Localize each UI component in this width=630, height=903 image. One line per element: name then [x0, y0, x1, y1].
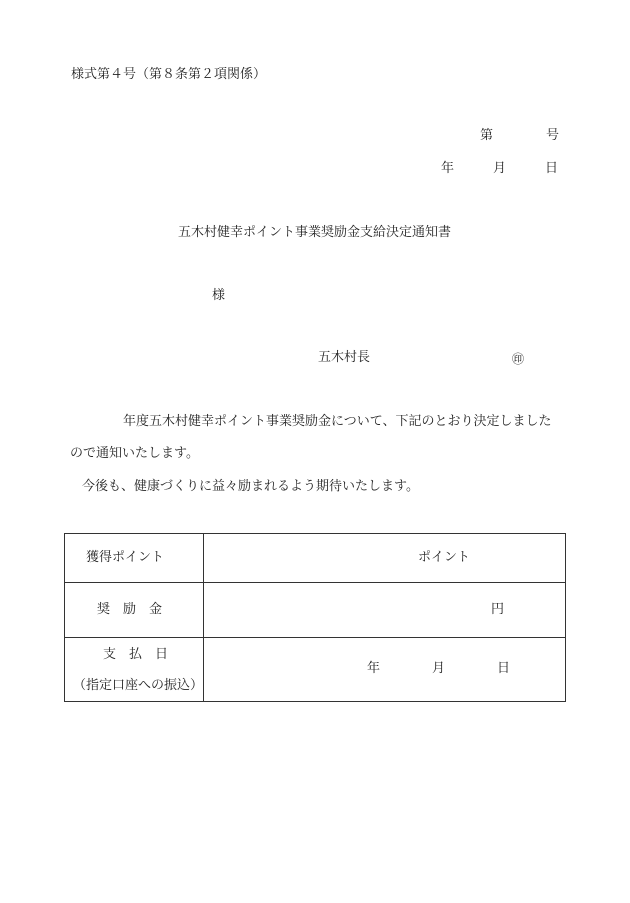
doc-number-suffix: 号: [546, 128, 560, 143]
points-label: 獲得ポイント: [86, 550, 165, 565]
form-number: 様式第４号（第８条第２項関係）: [71, 67, 267, 82]
info-table: [64, 533, 566, 702]
payment-month-label: 月: [432, 661, 446, 676]
payment-day-label: 日: [497, 661, 511, 676]
payment-year-label: 年: [367, 661, 381, 676]
table-row: [65, 534, 566, 583]
points-value-cell: [204, 534, 566, 583]
sender-name: 五木村長: [318, 350, 371, 365]
reward-unit: 円: [491, 602, 505, 617]
payment-label-cell: [65, 638, 204, 702]
body-line-2: ので通知いたします。: [70, 446, 199, 461]
seal-mark: ㊞: [512, 352, 525, 366]
payment-label: 支 払 日: [103, 647, 169, 662]
table-row: [65, 583, 566, 638]
reward-label: 奨 励 金: [97, 602, 163, 617]
table-row: [65, 638, 566, 702]
payment-note: （指定口座への振込）: [73, 678, 204, 693]
payment-date-cell: [204, 638, 566, 702]
reward-label-cell: [65, 583, 204, 638]
date-month-label: 月: [493, 161, 507, 176]
date-year-label: 年: [441, 161, 455, 176]
body-line-3: 今後も、健康づくりに益々励まれるよう期待いたします。: [82, 479, 419, 494]
document-title: 五木村健幸ポイント事業奨励金支給決定通知書: [178, 225, 452, 240]
body-line-1: 年度五木村健幸ポイント事業奨励金について、下記のとおり決定しました: [123, 414, 552, 429]
doc-number-prefix: 第: [480, 128, 494, 143]
points-unit: ポイント: [418, 550, 471, 565]
reward-value-cell: [204, 583, 566, 638]
addressee-suffix: 様: [212, 288, 226, 303]
points-label-cell: [65, 534, 204, 583]
date-day-label: 日: [545, 161, 559, 176]
